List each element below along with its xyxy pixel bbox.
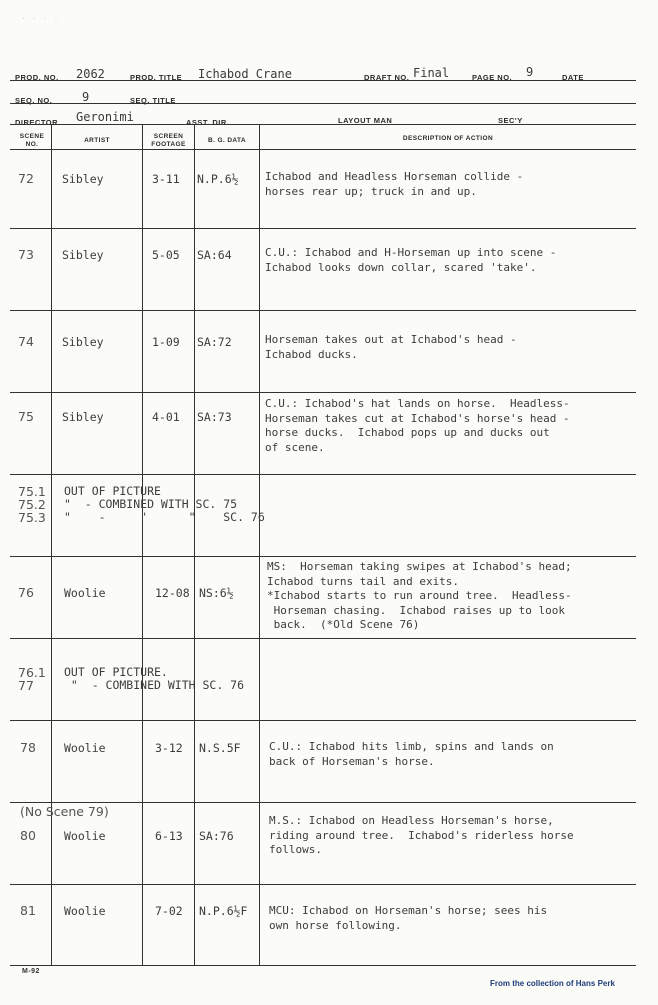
- form-number: M-92: [22, 968, 40, 975]
- table-row-scene: 75.1 75.2 75.3: [18, 484, 46, 525]
- table-row-desc: C.U.: Ichabod hits limb, spins and lands on back of Horseman's horse.: [269, 740, 554, 768]
- table-row-scene: 81: [20, 903, 36, 918]
- table-row-bg: SA:72: [197, 335, 232, 349]
- row-line: [10, 720, 636, 721]
- page-no-label: PAGE NO.: [472, 73, 513, 82]
- table-row-desc: C.U.: Ichabod's hat lands on horse. Headless- Horseman takes cut at Ichabod's horse's head - horse ducks. Ichabod pops up and ducks out of scene.: [265, 397, 570, 454]
- layout-man-label: LAYOUT MAN: [338, 116, 393, 125]
- table-row-scene: 78: [20, 740, 36, 755]
- row-line: [10, 474, 636, 475]
- table-row-scene: 72: [18, 171, 34, 186]
- table-row-desc: Horseman takes out at Ichabod's head - Ichabod ducks.: [265, 333, 517, 361]
- row-line: [10, 392, 636, 393]
- date-label: DATE: [562, 73, 584, 82]
- seq-no-value: 9: [82, 90, 90, 104]
- table-row-bg: N.P.6½F: [199, 904, 248, 918]
- row-line: [10, 556, 636, 557]
- prod-title-value: Ichabod Crane: [198, 67, 292, 81]
- seq-no-label: SEQ. NO.: [15, 96, 53, 105]
- table-row-scene-note: (No Scene 79): [20, 804, 109, 819]
- table-row-scene: 76.1 77: [18, 665, 46, 693]
- grid-vline-4: [259, 124, 260, 965]
- table-row-artist: Woolie: [64, 829, 106, 843]
- col-footage-line1: SCREEN: [153, 133, 184, 140]
- col-scene-line1: SCENE: [19, 133, 45, 140]
- prod-no-value: 2062: [76, 67, 105, 81]
- draft-no-value: Final: [413, 66, 450, 80]
- table-row-footage: 3-12: [155, 741, 183, 755]
- table-row-artist: Sibley: [62, 410, 104, 424]
- table-row-bg: N.P.6½: [197, 172, 239, 186]
- table-row-footage: 3-11: [152, 172, 180, 186]
- col-footage-line2: FOOTAGE: [151, 141, 186, 148]
- prod-no-label: PROD. NO.: [15, 73, 59, 82]
- table-row-scene: 75: [18, 409, 34, 424]
- table-row-bg: SA:76: [199, 829, 234, 843]
- asst-dir-label: ASST. DIR.: [186, 118, 230, 127]
- prod-title-label: PROD. TITLE: [130, 73, 183, 82]
- column-header-line: [10, 149, 636, 150]
- table-row-scene: 76: [18, 585, 34, 600]
- secy-label: SEC'Y: [498, 116, 523, 125]
- seq-title-label: SEQ. TITLE: [130, 96, 176, 105]
- table-row-desc: MCU: Ichabod on Horseman's horse; sees his own horse following.: [269, 904, 548, 932]
- table-row-artist: Woolie: [64, 586, 106, 600]
- row-line: [10, 228, 636, 229]
- table-row-footage: 12-08: [155, 586, 190, 600]
- table-row-span-note: OUT OF PICTURE. " - COMBINED WITH SC. 76: [64, 665, 245, 692]
- table-row-bg: SA:64: [197, 248, 232, 262]
- table-row-scene: 73: [18, 247, 34, 262]
- table-row-desc: C.U.: Ichabod and H-Horseman up into scene - Ichabod looks down collar, scared 'take'.: [265, 246, 557, 274]
- table-row-bg: SA:73: [197, 410, 232, 424]
- paper-specks: · · · ·: [22, 14, 61, 23]
- table-row-artist: Woolie: [64, 741, 106, 755]
- table-row-span-note: OUT OF PICTURE " - COMBINED WITH SC. 75 " - " " SC. 76: [64, 484, 265, 524]
- draft-no-label: DRAFT NO.: [364, 73, 410, 82]
- table-row-footage: 1-09: [152, 335, 180, 349]
- director-label: DIRECTOR: [15, 118, 59, 127]
- table-row-desc: M.S.: Ichabod on Headless Horseman's horse, riding around tree. Ichabod's riderless horse follows.: [269, 814, 574, 856]
- table-row-artist: Woolie: [64, 904, 106, 918]
- col-bg-header: B. G. DATA: [207, 137, 247, 144]
- table-row-bg: NS:6½: [199, 586, 234, 600]
- table-row-bg: N.S.5F: [199, 741, 241, 755]
- table-row-footage: 4-01: [152, 410, 180, 424]
- row-line: [10, 884, 636, 885]
- table-row-scene: 74: [18, 334, 34, 349]
- collection-credit: From the collection of Hans Perk: [490, 979, 615, 988]
- table-row-artist: Sibley: [62, 248, 104, 262]
- col-scene-header: [14, 133, 50, 149]
- table-row-footage: 7-02: [155, 904, 183, 918]
- director-value: Geronimi: [76, 110, 134, 124]
- table-row-artist: Sibley: [62, 335, 104, 349]
- row-line: [10, 638, 636, 639]
- header-line-3: [10, 124, 636, 125]
- row-line: [10, 965, 636, 966]
- table-row-footage: 5-05: [152, 248, 180, 262]
- table-row-artist: Sibley: [62, 172, 104, 186]
- table-row-scene: 80: [20, 828, 36, 843]
- row-line: [10, 802, 636, 803]
- page-no-value: 9: [526, 65, 534, 79]
- grid-vline-2: [142, 124, 143, 965]
- header-line-1: [10, 80, 636, 81]
- row-line: [10, 310, 636, 311]
- grid-vline-1: [51, 124, 52, 965]
- table-row-footage: 6-13: [155, 829, 183, 843]
- col-footage-header: [143, 133, 194, 149]
- col-scene-line2: NO.: [25, 141, 39, 148]
- table-row-desc: MS: Horseman taking swipes at Ichabod's head; Ichabod turns tail and exits. *Ichabod starts to run around tree. Headless- Horseman chasing. Ichabod raises up to look back. (*Old Scene 76): [267, 560, 572, 631]
- col-artist-header: ARTIST: [84, 137, 110, 144]
- grid-vline-3: [194, 124, 195, 965]
- header-line-2: [10, 103, 636, 104]
- table-row-desc: Ichabod and Headless Horseman collide - horses rear up; truck in and up.: [265, 170, 524, 198]
- col-desc-header: DESCRIPTION OF ACTION: [402, 135, 494, 142]
